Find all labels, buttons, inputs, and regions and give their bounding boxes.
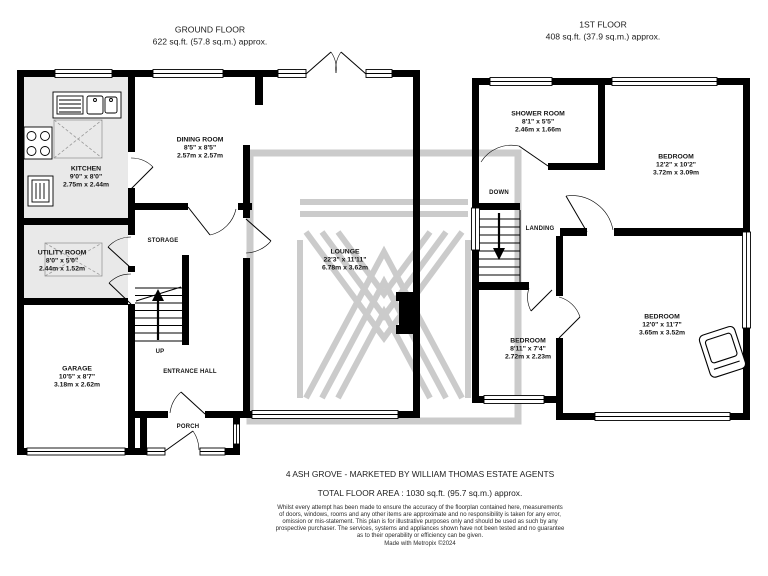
room-label-bedroom3: BEDROOM 8'11" x 7'4" 2.72m x 2.23m	[504, 337, 552, 360]
property-address: 4 ASH GROVE - MARKETED BY WILLIAM THOMAS ESTATE AGENTS	[285, 469, 555, 479]
first-floor-area-text: 408 sq.ft. (37.9 sq.m.) approx.	[545, 31, 661, 41]
room-label-utility: UTILITY ROOM 8'0" x 5'0" 2.44m x 1.52m	[37, 249, 87, 272]
disclaimer-line-5: as to their operability or efficiency can be given.	[356, 533, 484, 539]
oven-icon	[28, 176, 53, 206]
sink-icon	[53, 92, 121, 118]
first-floor-title-text: 1ST FLOOR	[579, 19, 627, 30]
disclaimer-line-2: of doors, windows, rooms and any other items are approximate and no responsibility is taken for any error,	[279, 512, 561, 518]
label-entrance-hall: ENTRANCE HALL	[163, 369, 217, 375]
first-floor-doors	[481, 145, 613, 338]
label-storage: STORAGE	[147, 238, 179, 244]
ground-floor-area-text: 622 sq.ft. (57.8 sq.m.) approx.	[152, 36, 268, 46]
label-porch: PORCH	[176, 424, 200, 430]
room-label-dining: DINING ROOM 8'5" x 8'5" 2.57m x 2.57m	[176, 136, 224, 159]
first-floor-title	[546, 19, 661, 42]
hob-icon	[24, 127, 52, 159]
room-label-bedroom1: BEDROOM 12'2" x 10'2" 3.72m x 3.09m	[652, 153, 700, 176]
total-floor-area: TOTAL FLOOR AREA : 1030 sq.ft. (95.7 sq.m.) approx.	[317, 488, 523, 498]
label-down: DOWN	[489, 190, 509, 196]
first-floor-stairs	[479, 210, 520, 282]
ground-floor-title	[153, 24, 268, 47]
ground-floor-stairs	[135, 287, 182, 341]
label-up: UP	[155, 349, 165, 355]
room-label-shower: SHOWER ROOM 8'1" x 5'5" 2.46m x 1.66m	[511, 110, 565, 133]
chair-icon	[698, 325, 747, 378]
room-label-garage: GARAGE 10'5" x 8'7" 3.18m x 2.62m	[53, 365, 101, 388]
disclaimer-line-4: prospective purchaser. The services, systems and appliances shown have not been tested and no guarantee	[275, 526, 565, 532]
metropix-credit: Made with Metropix ©2024	[384, 541, 456, 547]
room-label-bedroom2: BEDROOM 12'0" x 11'7" 3.65m x 3.52m	[638, 313, 686, 336]
room-label-kitchen: KITCHEN 9'0" x 8'0" 2.75m x 2.44m	[62, 165, 110, 188]
ground-floor-title-text: GROUND FLOOR	[174, 24, 246, 35]
room-label-lounge: LOUNGE 22'3" x 11'11" 6.78m x 3.62m	[321, 248, 369, 271]
disclaimer-line-1: Whilst every attempt has been made to ensure the accuracy of the floorplan contained here, measurements	[277, 505, 563, 511]
label-landing: LANDING	[525, 226, 555, 232]
disclaimer-line-3: omission or mis-statement. This plan is for illustrative purposes only and should be used as such by any	[282, 519, 558, 525]
footer	[110, 469, 730, 548]
